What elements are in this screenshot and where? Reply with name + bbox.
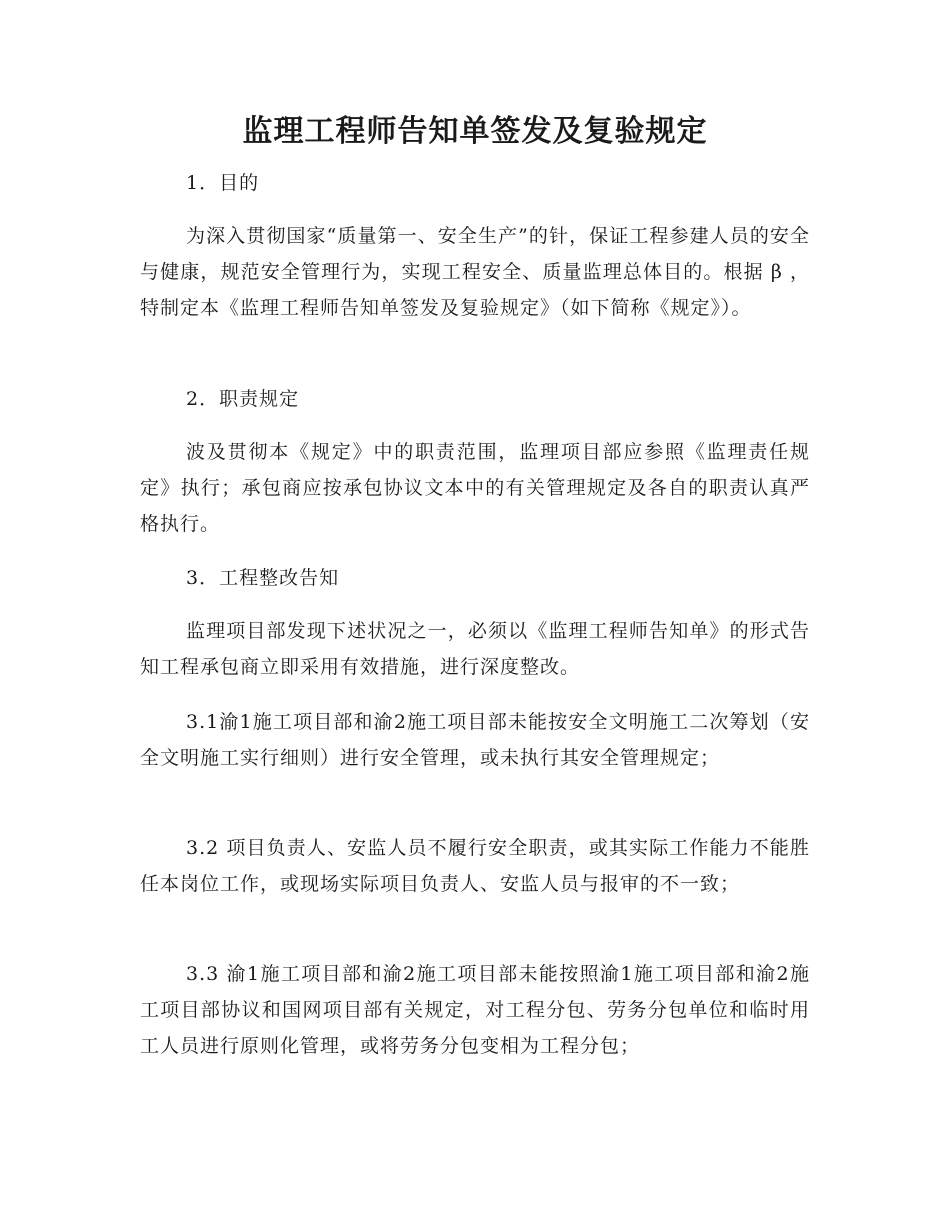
- paragraph-item-3-3: 3.3 渝1施工项目部和渝2施工项目部未能按照渝1施工项目部和渝2施工项目部协议和国网项目部有关规定，对工程分包、劳务分包单位和临时用工人员进行原则化管理，或将劳务分包变相为工程分包；: [140, 963, 810, 1057]
- paragraph-item-3-2: 3.2 项目负责人、安监人员不履行安全职责，或其实际工作能力不能胜任本岗位工作，或现场实际项目负责人、安监人员与报审的不一致；: [140, 837, 810, 895]
- section-heading-rectification-notice: 3．工程整改告知: [186, 567, 340, 589]
- section-heading-responsibilities: 2．职责规定: [186, 388, 300, 410]
- paragraph-responsibilities: 波及贯彻本《规定》中的职责范围，监理项目部应参照《监理责任规定》执行；承包商应按承包协议文本中的有关管理规定及各自的职责认真严格执行。: [140, 441, 810, 535]
- paragraph-purpose: 为深入贯彻国家“质量第一、安全生产”的针，保证工程参建人员的安全与健康，规范安全管理行为，实现工程安全、质量监理总体目的。根据 β ，特制定本《监理工程师告知单签发及复验规定》（如下简称《规定》）。: [140, 225, 810, 319]
- paragraph-rectification-intro: 监理项目部发现下述状况之一，必须以《监理工程师告知单》的形式告知工程承包商立即采用有效措施，进行深度整改。: [140, 620, 810, 678]
- section-heading-purpose: 1．目的: [186, 172, 260, 194]
- paragraph-item-3-1: 3.1渝1施工项目部和渝2施工项目部未能按安全文明施工二次筹划（安全文明施工实行细则）进行安全管理，或未执行其安全管理规定；: [140, 711, 810, 769]
- document-title: 监理工程师告知单签发及复验规定: [242, 114, 708, 149]
